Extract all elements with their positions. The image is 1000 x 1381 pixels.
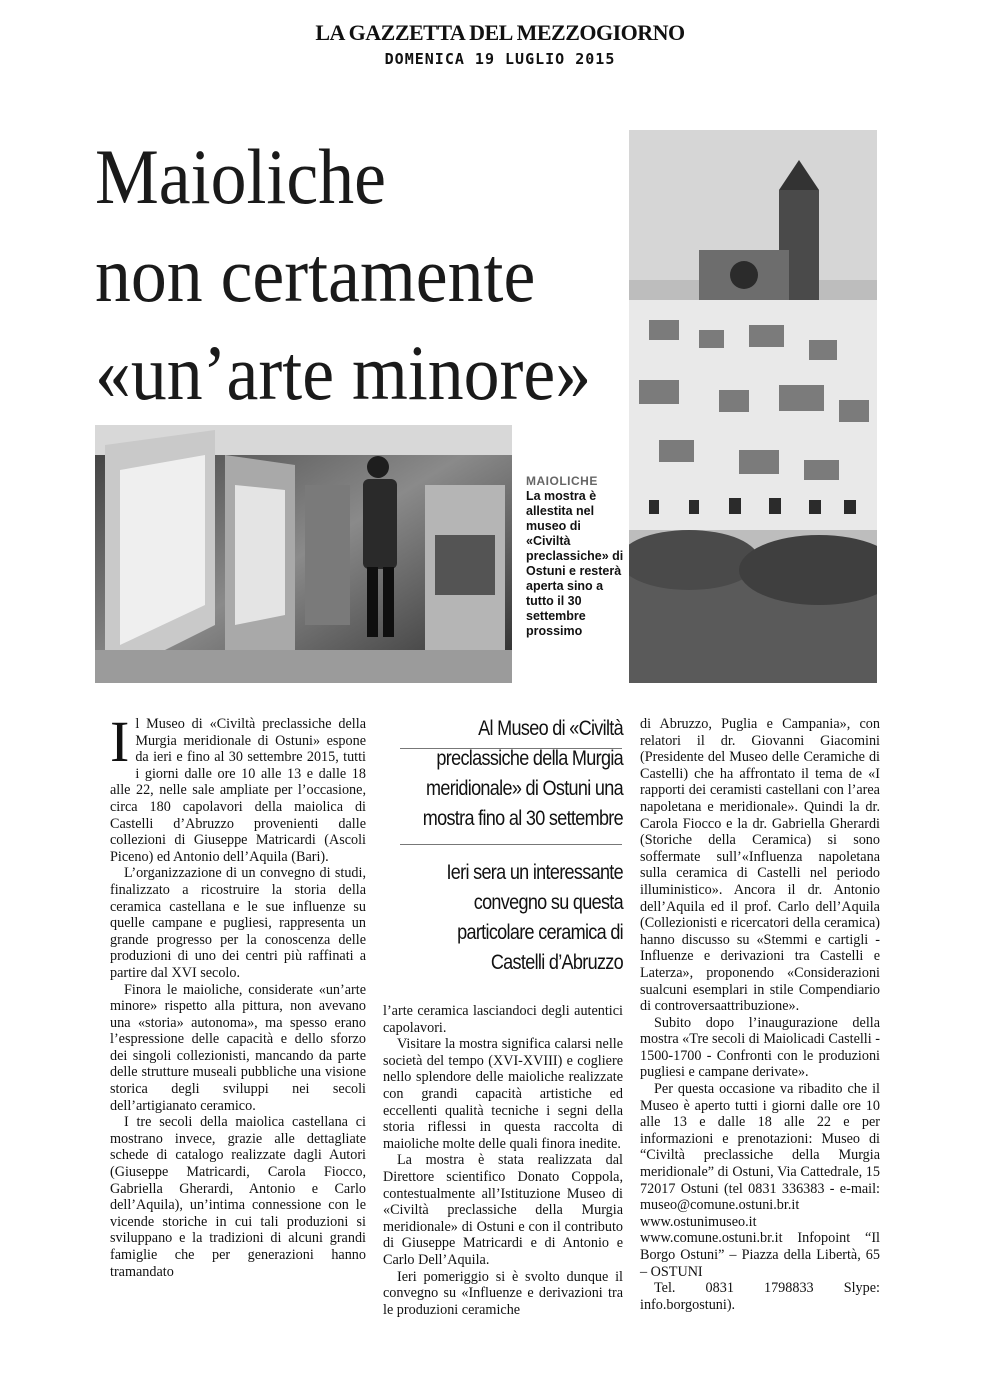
paragraph-1-text: l Museo di «Civiltà preclassiche della Murgia meridionale di Ostuni» espone da ieri e fino al 30 settembre 2015, tutti i giorni dalle ore 10 alle 13 e dalle 18 alle 22, nelle sale ampliate per l’occasione, circa 180 capolavori della maiolica di Castelli d’Abruzzo provenienti dalle collezioni di Giuseppe Matricardi (Ascoli Piceno) ed Antonio dell’Aquila (Bari).	[110, 716, 366, 865]
caption-text: La mostra è allestita nel museo di «Civiltà preclassiche» di Ostuni e resterà aperta sino a tutto il 30 settembre prossimo	[526, 489, 624, 638]
article-headline	[95, 128, 592, 422]
headline-line-2: non certamente	[95, 231, 536, 318]
photo-caption	[526, 474, 626, 639]
paragraph-5: l’arte ceramica lasciandoci degli autentici capolavori.	[383, 1003, 623, 1036]
paragraph-6: Visitare la mostra significa calarsi nelle società del tempo (XVI-XVIII) e cogliere nello splendore delle maioliche realizzate con grandi capacità artistiche ed eccellenti qualità tecniche i segni della storia riflessi in questa raccolta di maioliche molte delle quali finora inedite.	[383, 1036, 623, 1152]
paragraph-11: Per questa occasione va ribadito che il Museo è aperto tutti i giorni dalle ore 10 alle 13 e dalle 18 alle 22 e per informazioni e prenotazioni: Museo di “Civiltà preclassiche della Murgia meridionale” di Ostuni, Via Cattedrale, 15 72017 Ostuni (tel 0831 336383 - e-mail: museo@comune.ostuni.br.it www.ostunimuseo.it www.comune.ostuni.br.it Infopoint “Il Borgo Ostuni” – Piazza della Libertà, 65 – OSTUNI	[640, 1081, 880, 1280]
paragraph-1	[110, 709, 366, 865]
paragraph-8: Ieri pomeriggio si è svolto dunque il convegno su «Influenze e derivazioni tra le produzioni ceramiche	[383, 1268, 623, 1318]
paragraph-4: I tre secoli della maiolica castellana ci mostrano invece, grazie alle dettagliate schede di catalogo realizzate dagli Autori (Giuseppe Matricardi, Carola Fiocco, Gabriella Gherardi, Antonio e Carlo dell’Aquila), un’intima connessione con le vicende storiche in cui tali produzioni si sviluppano e la tradizioni di alcuni grandi famiglie che per generazioni hanno tramandato	[110, 1114, 366, 1280]
drop-cap: I	[110, 709, 130, 774]
pullquote-rule	[400, 844, 622, 845]
ostuni-town-photo	[629, 130, 877, 683]
headline-line-1: Maioliche	[95, 133, 386, 220]
paragraph-10: Subito dopo l’inaugurazione della mostra «Tre secoli di Maiolicadi Castelli - 1500-1700 - Confronti con le produzioni pugliesi e campane derivate».	[640, 1014, 880, 1081]
paragraph-2: L’organizzazione di un convegno di studi, finalizzato a ricostruire la storia della ceramica castellana e le sue influenze su quelle campane e pugliesi, rappresenta un grande progresso per la conoscenza delle produzioni di uno dei centri più raffinati a partire dal XVI secolo.	[110, 865, 366, 981]
paragraph-9: di Abruzzo, Puglia e Campania», con relatori il dr. Giovanni Giacomini (Presidente del Museo delle Ceramiche di Castelli) che ha affrontato il tema de «I rapporti dei ceramisti castellani con l’area napoletana e meridionale». Quindi la dr. Carola Fiocco e la dr. Gabriella Gherardi (Storiche della Ceramica) si sono soffermate sull’«Influenza napoletana sulla ceramica di Castelli nel periodo illuministico». Ancora il dr. Antonio dell’Aquila ed il prof. Carlo dell’Aquila (Collezionisti e ricercatori della ceramica) hanno discusso su «Stemmi e cartigli - Influenze e derivazioni tra Castelli e Laterza», proponendo «Considerazioni sualcuni esemplari in stile Compendiario di controversaattribuzione».	[640, 716, 880, 1015]
newspaper-masthead: LA GAZZETTA DEL MEZZOGIORNO	[315, 20, 685, 45]
museum-interior-photo	[95, 425, 512, 683]
article-column-2	[383, 1003, 623, 1318]
pullquote-1: Al Museo di «Civiltà preclassiche della Murgia meridionale» di Ostuni una mostra fino al 30 settembre	[422, 717, 623, 830]
headline-line-3: «un’arte minore»	[95, 329, 592, 416]
issue-date: DOMENICA 19 LUGLIO 2015	[384, 50, 616, 68]
paragraph-12: Tel. 0831 1798833 Slype: info.borgostuni).	[640, 1280, 880, 1313]
pullquote-2: Ieri sera un interessante convegno su questa particolare ceramica di Castelli d’Abruzzo	[446, 861, 623, 974]
caption-kicker: MAIOLICHE	[526, 474, 598, 488]
paragraph-7: La mostra è stata realizzata dal Direttore scientifico Donato Coppola, contestualmente all’Istituzione Museo di «Civiltà preclassiche della Murgia meridionale» di Ostuni e con il contributo di Giuseppe Matricardi e di Antonio e Carlo Dell’Aquila.	[383, 1152, 623, 1268]
article-column-3	[640, 716, 880, 1313]
paragraph-3: Finora le maioliche, considerate «un’arte minore» rispetto alla pittura, non avevano una «storia» autonoma», ma spesso erano l’espressione delle capacità e dello sforzo dei singoli collezionisti, mancando da parte delle strutture museali pubbliche una visione storica degli sviluppi nei secoli dell’artigianato ceramico.	[110, 981, 366, 1114]
article-column-1	[110, 709, 366, 1280]
